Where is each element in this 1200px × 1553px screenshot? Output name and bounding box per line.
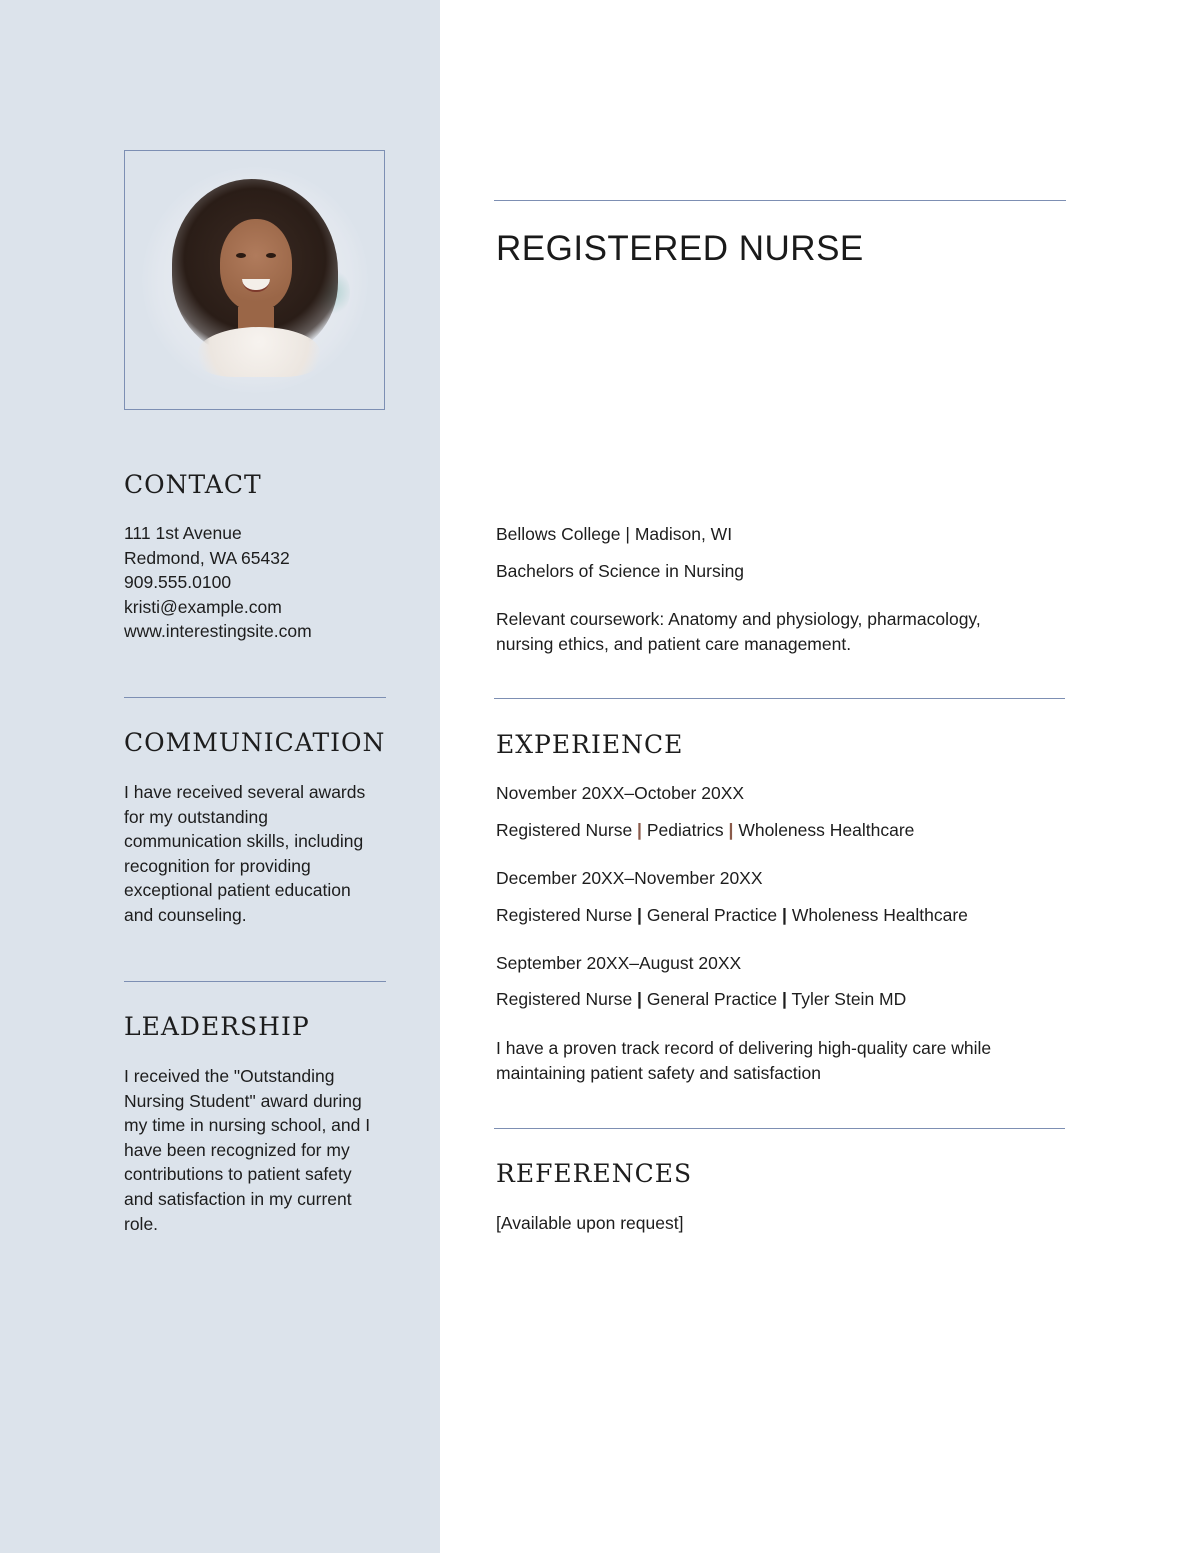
references-heading: REFERENCES <box>496 1159 693 1188</box>
divider <box>494 1128 1065 1129</box>
separator: | <box>637 820 642 840</box>
job-company: Wholeness Healthcare <box>738 820 915 840</box>
job-title-line <box>496 818 914 843</box>
divider <box>494 200 1066 201</box>
sidebar <box>0 0 440 1553</box>
contact-heading: CONTACT <box>124 470 262 499</box>
education-location: Madison, WI <box>634 524 733 544</box>
job-title: Registered Nurse <box>496 820 633 840</box>
education-school-line <box>496 522 732 547</box>
education-coursework: Relevant coursework: Anatomy and physiology, pharmacology, nursing ethics, and patient care management. <box>496 609 981 654</box>
leadership-text: I received the "Outstanding Nursing Student" award during my time in nursing school, and I have been recognized for my contributions to patient safety and satisfaction in my current role. <box>124 1066 371 1234</box>
references-text: [Available upon request] <box>496 1213 684 1233</box>
job-title-line <box>496 903 968 928</box>
experience-heading: EXPERIENCE <box>496 730 684 759</box>
job-title: Registered Nurse <box>496 905 633 925</box>
contact-phone: 909.555.0100 <box>124 572 232 593</box>
job-dates: December 20XX–November 20XX <box>496 868 763 888</box>
job-area: Pediatrics <box>646 820 724 840</box>
education-school: Bellows College <box>496 524 621 544</box>
contact-details <box>124 521 394 644</box>
job-title: Registered Nurse <box>496 989 633 1009</box>
education-degree: Bachelors of Science in Nursing <box>496 561 745 581</box>
separator: | <box>637 989 642 1009</box>
separator: | <box>782 905 787 925</box>
job-area: General Practice <box>646 989 778 1009</box>
job-company: Tyler Stein MD <box>791 989 907 1009</box>
contact-website: www.interestingsite.com <box>124 621 312 642</box>
communication-heading: COMMUNICATION <box>124 728 386 757</box>
job-dates: November 20XX–October 20XX <box>496 783 745 803</box>
separator: | <box>782 989 787 1009</box>
profile-photo-frame <box>124 150 385 410</box>
separator: | <box>625 524 630 544</box>
separator: | <box>637 905 642 925</box>
leadership-heading: LEADERSHIP <box>124 1012 310 1041</box>
separator: | <box>728 820 734 840</box>
divider <box>124 697 386 698</box>
communication-text: I have received several awards for my outstanding communication skills, including recognition for providing exceptional patient education and counseling. <box>124 782 366 925</box>
contact-address-line2: Redmond, WA 65432 <box>124 547 290 568</box>
contact-address-line1: 111 1st Avenue <box>124 523 242 543</box>
page-title: REGISTERED NURSE <box>496 229 864 268</box>
experience-summary: I have a proven track record of delivering high-quality care while maintaining patient safety and satisfaction <box>496 1038 992 1083</box>
divider <box>124 981 386 982</box>
job-title-line <box>496 987 906 1012</box>
profile-photo <box>142 167 368 393</box>
divider <box>494 698 1065 699</box>
job-company: Wholeness Healthcare <box>791 905 968 925</box>
contact-email: kristi@example.com <box>124 596 282 617</box>
job-dates: September 20XX–August 20XX <box>496 953 742 973</box>
job-area: General Practice <box>646 905 778 925</box>
